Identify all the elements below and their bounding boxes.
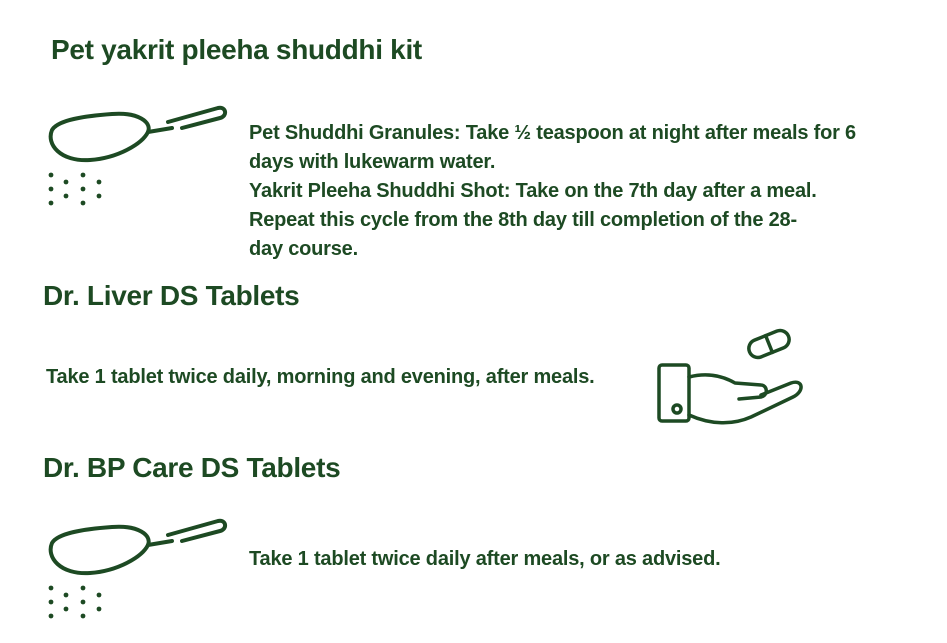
instruction-line: Pet Shuddhi Granules: Take ½ teaspoon at night after meals for 6	[249, 122, 856, 144]
liver-instructions: Take 1 tablet twice daily, morning and evening, after meals.	[46, 366, 595, 388]
instruction-line: Repeat this cycle from the 8th day till completion of the 28-	[249, 209, 797, 231]
spoon-powder-icon	[40, 513, 230, 623]
hand-capsule-icon	[655, 323, 815, 433]
liver-title: Dr. Liver DS Tablets	[43, 280, 300, 311]
instruction-line: days with lukewarm water.	[249, 151, 496, 173]
spoon-powder-icon	[40, 100, 230, 210]
bp-care-title: Dr. BP Care DS Tablets	[43, 452, 341, 483]
kit-instructions	[249, 119, 929, 264]
instruction-line: Yakrit Pleeha Shuddhi Shot: Take on the 7th day after a meal.	[249, 180, 817, 202]
bp-care-instructions: Take 1 tablet twice daily after meals, or as advised.	[249, 548, 721, 570]
instruction-line: day course.	[249, 238, 358, 260]
kit-title: Pet yakrit pleeha shuddhi kit	[51, 34, 422, 65]
